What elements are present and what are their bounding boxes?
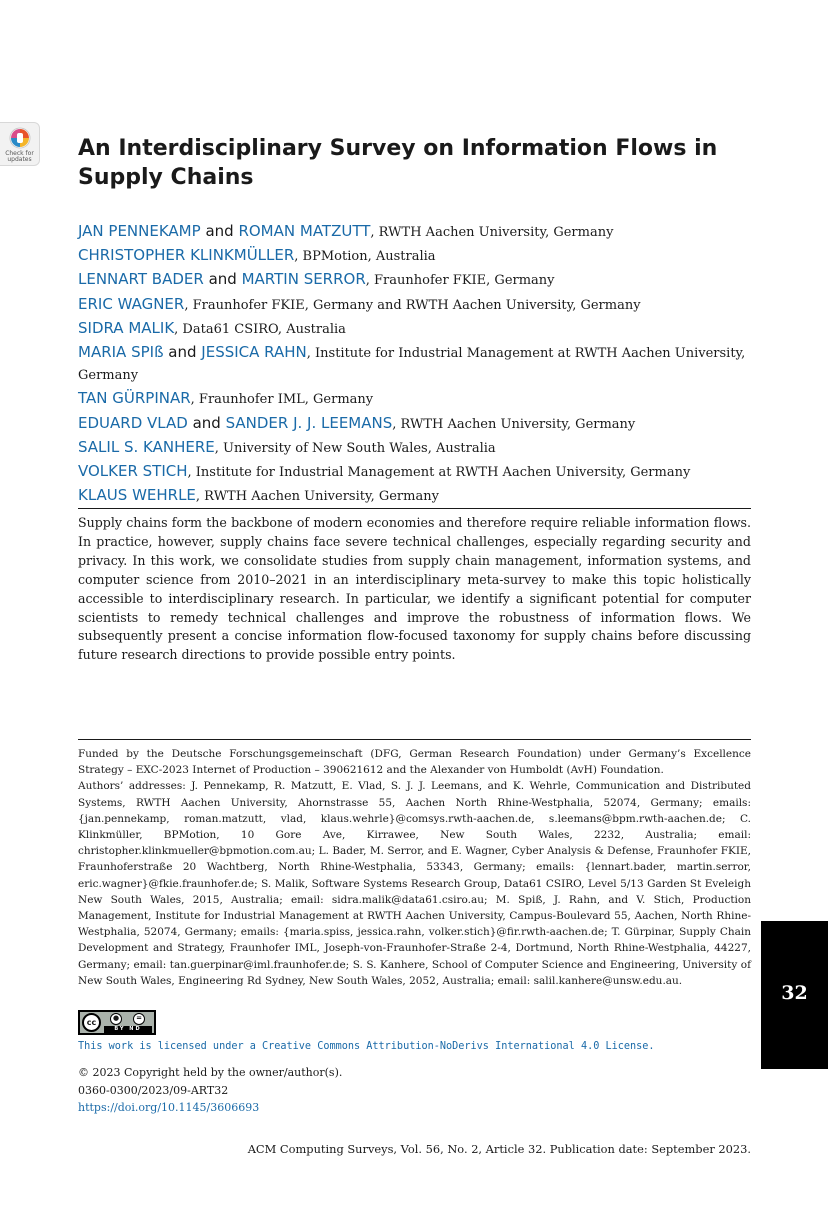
copyright-line: © 2023 Copyright held by the owner/author(s). xyxy=(78,1066,343,1079)
author-name[interactable]: ERIC WAGNER xyxy=(78,294,185,313)
author-list xyxy=(78,220,758,508)
copyright-block xyxy=(78,1064,342,1117)
author-name[interactable]: ROMAN MATZUTT xyxy=(238,222,371,240)
author-affiliation: , Fraunhofer FKIE, Germany xyxy=(365,273,555,289)
author-name[interactable]: JAN PENNEKAMP xyxy=(78,222,201,240)
cc-license-badge[interactable] xyxy=(78,1010,156,1035)
author-line xyxy=(78,268,758,292)
issn-line: 0360-0300/2023/09-ART32 xyxy=(78,1083,229,1097)
author-name[interactable]: TAN GÜRPINAR xyxy=(78,389,191,408)
author-name[interactable]: CHRISTOPHER KLINKMÜLLER xyxy=(78,246,295,265)
license-link[interactable]: This work is licensed under a Creative Commons Attribution-NoDerivs International 4.0 License. xyxy=(78,1041,655,1052)
abstract: Supply chains form the backbone of modern economies and therefore require reliable information flows. In practice, however, supply chains face severe technical challenges, especially regarding security and privacy. In this work, we consolidate studies from supply chain management, information systems, and computer science from 2010–2021 in an interdisciplinary meta-survey to make this topic holistically accessible to interdisciplinary research. In particular, we identify a significant potential for computer scientists to remedy technical challenges and improve the robustness of information flows. We subsequently present a concise information flow-focused taxonomy for supply chains before discussing future research directions to provide possible entry points. xyxy=(78,515,751,663)
author-line xyxy=(78,293,758,317)
author-affiliation: , Institute for Industrial Management at RWTH Aachen University, Germany xyxy=(187,465,691,481)
author-line xyxy=(78,484,758,508)
author-conjunction: and xyxy=(163,343,202,362)
author-name[interactable]: LENNART BADER xyxy=(78,270,204,289)
author-conjunction: and xyxy=(203,270,242,289)
author-affiliation: , University of New South Wales, Australia xyxy=(214,440,496,456)
author-affiliation: , Fraunhofer IML, Germany xyxy=(190,392,374,408)
author-name[interactable]: SIDRA MALIK xyxy=(78,318,175,337)
footnote-rule xyxy=(78,739,751,740)
check-for-updates-icon xyxy=(8,126,32,150)
author-affiliation: , Institute for Industrial Management at RWTH Aachen University, Germany xyxy=(78,346,746,384)
doi-link[interactable]: https://doi.org/10.1145/3606693 xyxy=(78,1101,260,1114)
author-affiliation: , Fraunhofer FKIE, Germany and RWTH Aachen University, Germany xyxy=(184,297,641,313)
author-line xyxy=(78,436,758,460)
journal-footer: ACM Computing Surveys, Vol. 56, No. 2, Article 32. Publication date: September 2023. xyxy=(247,1142,751,1156)
author-name[interactable]: KLAUS WEHRLE xyxy=(78,486,196,505)
author-line xyxy=(78,412,758,436)
funding-note: Funded by the Deutsche Forschungsgemeinschaft (DFG, German Research Foundation) under Germany’s Excellence Strategy – EXC-2023 Internet of Production – 390621612 and the Alexander von Humboldt (AvH) Foundation. xyxy=(78,748,751,777)
check-for-updates-badge[interactable] xyxy=(0,122,40,166)
author-name[interactable]: MARIA SPIß xyxy=(78,343,164,362)
author-name[interactable]: EDUARD VLAD xyxy=(78,413,188,432)
author-affiliation: , RWTH Aachen University, Germany xyxy=(392,416,636,432)
author-name[interactable]: MARTIN SERROR xyxy=(241,270,366,289)
author-affiliation: , BPMotion, Australia xyxy=(294,249,436,265)
footnotes xyxy=(78,746,751,989)
no-derivatives-icon: = xyxy=(133,1013,145,1025)
author-name[interactable]: JESSICA RAHN xyxy=(201,343,307,362)
abstract-top-rule xyxy=(78,508,751,509)
author-line xyxy=(78,317,758,341)
cc-terms-strip xyxy=(104,1026,152,1033)
paper-title: An Interdisciplinary Survey on Information Flows in Supply Chains xyxy=(78,136,718,190)
author-affiliation: , Data61 CSIRO, Australia xyxy=(174,321,346,337)
author-name[interactable]: SANDER J. J. LEEMANS xyxy=(225,413,393,432)
author-line xyxy=(78,341,758,387)
author-name[interactable]: VOLKER STICH xyxy=(78,462,188,481)
author-line xyxy=(78,220,758,244)
cc-by-label: BY xyxy=(114,1026,126,1032)
author-conjunction: and xyxy=(187,413,226,432)
author-affiliation: , RWTH Aachen University, Germany xyxy=(370,225,614,240)
author-name[interactable]: SALIL S. KANHERE xyxy=(78,437,215,456)
authors-addresses: Authors’ addresses: J. Pennekamp, R. Matzutt, E. Vlad, S. J. J. Leemans, and K. Wehrle, Communication and Distributed Systems, RWTH Aachen University, Ahornstrasse 55, Aachen North Rhine-Westphalia, 52074, Germany; emails: {jan.pennekamp, roman.matzutt, vlad, klaus.wehrle}@comsys.rwth-aachen.de, s.leemans@bpm.rwth-aachen.de; C. Klinkmüller, BPMotion, 10 Gore Ave, Kirrawee, New South Wales, 2232, Australia; email: christopher.klinkmueller@bpmotion.com.au; L. Bader, M. Serror, and E. Wagner, Cyber Analysis & Defense, Fraunhofer FKIE, Fraunhoferstraße 20 Wachtberg, North Rhine-Westphalia, 53343, Germany; emails: {lennart.bader, martin.serror, eric.wagner}@fkie.fraunhofer.de; S. Malik, Software Systems Research Group, Data61 CSIRO, Level 5/13 Garden St Eveleigh New South Wales, 2015, Australia; email: sidra.malik@data61.csiro.au; M. Spiß, J. Rahn, and V. Stich, Production Management, Institute for Industrial Management at RWTH Aachen University, Campus-Boulevard 55, Aachen, North Rhine-Westphalia, 52074, Germany; emails: {maria.spiss, jessica.rahn, volker.stich}@fir.rwth-aachen.de; T. Gürpinar, Supply Chain Development and Strategy, Fraunhofer IML, Joseph-von-Fraunhofer-Straße 2-4, Dortmund, North Rhine-Westphalia, 44227, Germany; email: tan.guerpinar@iml.fraunhofer.de; S. S. Kanhere, School of Computer Science and Engineering, University of New South Wales, Engineering Rd Sydney, New South Wales, 2052, Australia; email: salil.kanhere@unsw.edu.au. xyxy=(78,780,751,987)
check-for-updates-label: Check for updates xyxy=(5,150,34,163)
article-number-tab: 32 xyxy=(761,921,828,1069)
author-conjunction: and xyxy=(200,222,239,240)
author-affiliation: , RWTH Aachen University, Germany xyxy=(195,489,439,505)
author-line xyxy=(78,387,758,411)
cc-nd-label: ND xyxy=(129,1026,142,1032)
by-attribution-icon: ● xyxy=(110,1013,122,1025)
cc-icon: cc xyxy=(82,1013,101,1032)
author-line xyxy=(78,460,758,484)
author-line xyxy=(78,244,758,268)
